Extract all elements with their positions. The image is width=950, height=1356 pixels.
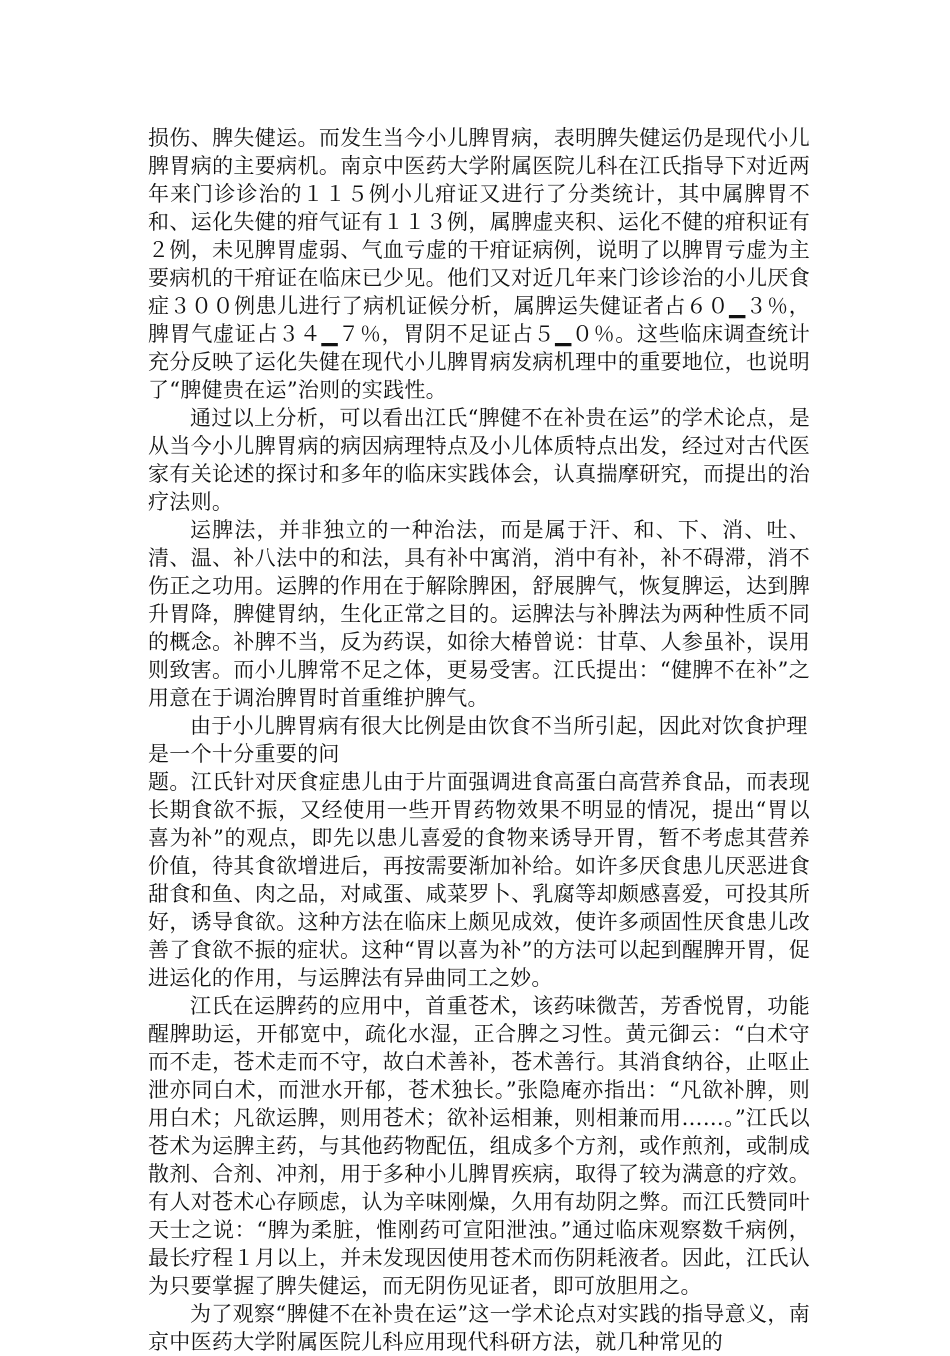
paragraph-2: 通过以上分析，可以看出江氏“脾健不在补贵在运”的学术论点，是从当今小儿脾胃病的病因病理特点及小儿体质特点出发，经过对古代医家有关论述的探讨和多年的临床实践体会，认真揣摩研究，而提出的治疗法则。: [148, 406, 810, 514]
paragraph-6: 江氏在运脾药的应用中，首重苍术，该药味微苦，芳香悦胃，功能醒脾助运，开郁宽中，疏化水湿，正合脾之习性。黄元御云：“白术守而不走，苍术走而不守，故白术善补，苍术善行。其消食纳谷，止呕止泄亦同白术，而泄水开郁，苍术独长。”张隐庵亦指出：“凡欲补脾，则用白术；凡欲运脾，则用苍术；欲补运相兼，则相兼而用……。”江氏以苍术为运脾主药，与其他药物配伍，组成多个方剂，或作煎剂，或制成散剂、合剂、冲剂，用于多种小儿脾胃疾病，取得了较为满意的疗效。有人对苍术心存顾虑，认为辛味刚燥，久用有劫阴之弊。而江氏赞同叶天士之说：“脾为柔脏，惟刚药可宣阳泄浊。”通过临床观察数千病例，最长疗程１月以上，并未发现因使用苍术而伤阴耗液者。因此，江氏认为只要掌握了脾失健运，而无阴伤见证者，即可放胆用之。: [148, 994, 810, 1298]
paragraph-5: 题。江氏针对厌食症患儿由于片面强调进食高蛋白高营养食品，而表现长期食欲不振，又经使用一些开胃药物效果不明显的情况，提出“胃以喜为补”的观点，即先以患儿喜爱的食物来诱导开胃，暂不考虑其营养价值，待其食欲增进后，再按需要渐加补给。如许多厌食患儿厌恶进食甜食和鱼、肉之品，对咸蛋、咸菜罗卜、乳腐等却颇感喜爱，可投其所好，诱导食欲。这种方法在临床上颇见成效，使许多顽固性厌食患儿改善了食欲不振的症状。这种“胃以喜为补”的方法可以起到醒脾开胃，促进运化的作用，与运脾法有异曲同工之妙。: [148, 770, 810, 990]
paragraph-3: 运脾法，并非独立的一种治法，而是属于汗、和、下、消、吐、清、温、补八法中的和法，具有补中寓消，消中有补，补不碍滞，消不伤正之功用。运脾的作用在于解除脾困，舒展脾气，恢复脾运，达到脾升胃降，脾健胃纳，生化正常之目的。运脾法与补脾法为两种性质不同的概念。补脾不当，反为药误，如徐大椿曾说：甘草、人参虽补，误用则致害。而小儿脾常不足之体，更易受害。江氏提出：“健脾不在补”之用意在于调治脾胃时首重维护脾气。: [148, 518, 810, 710]
paragraph-1: 损伤、脾失健运。而发生当今小儿脾胃病，表明脾失健运仍是现代小儿脾胃病的主要病机。南京中医药大学附属医院儿科在江氏指导下对近两年来门诊诊治的１１５例小儿疳证又进行了分类统计，其中属脾胃不和、运化失健的疳气证有１１３例，属脾虚夹积、运化不健的疳积证有２例，未见脾胃虚弱、气血亏虚的干疳证病例，说明了以脾胃亏虚为主要病机的干疳证在临床已少见。他们又对近几年来门诊诊治的小儿厌食症３００例患儿进行了病机证候分析，属脾运失健证者占６０▁３％，脾胃气虚证占３４▁７％，胃阴不足证占５▁０％。这些临床调查统计充分反映了运化失健在现代小儿脾胃病发病机理中的重要地位，也说明了“脾健贵在运”治则的实践性。: [148, 126, 810, 402]
document-page: [148, 124, 810, 1356]
paragraph-7: 为了观察“脾健不在补贵在运”这一学术论点对实践的指导意义，南京中医药大学附属医院儿科应用现代科研方法，就几种常见的: [148, 1302, 810, 1354]
paragraph-4: 由于小儿脾胃病有很大比例是由饮食不当所引起，因此对饮食护理是一个十分重要的问: [148, 714, 808, 766]
